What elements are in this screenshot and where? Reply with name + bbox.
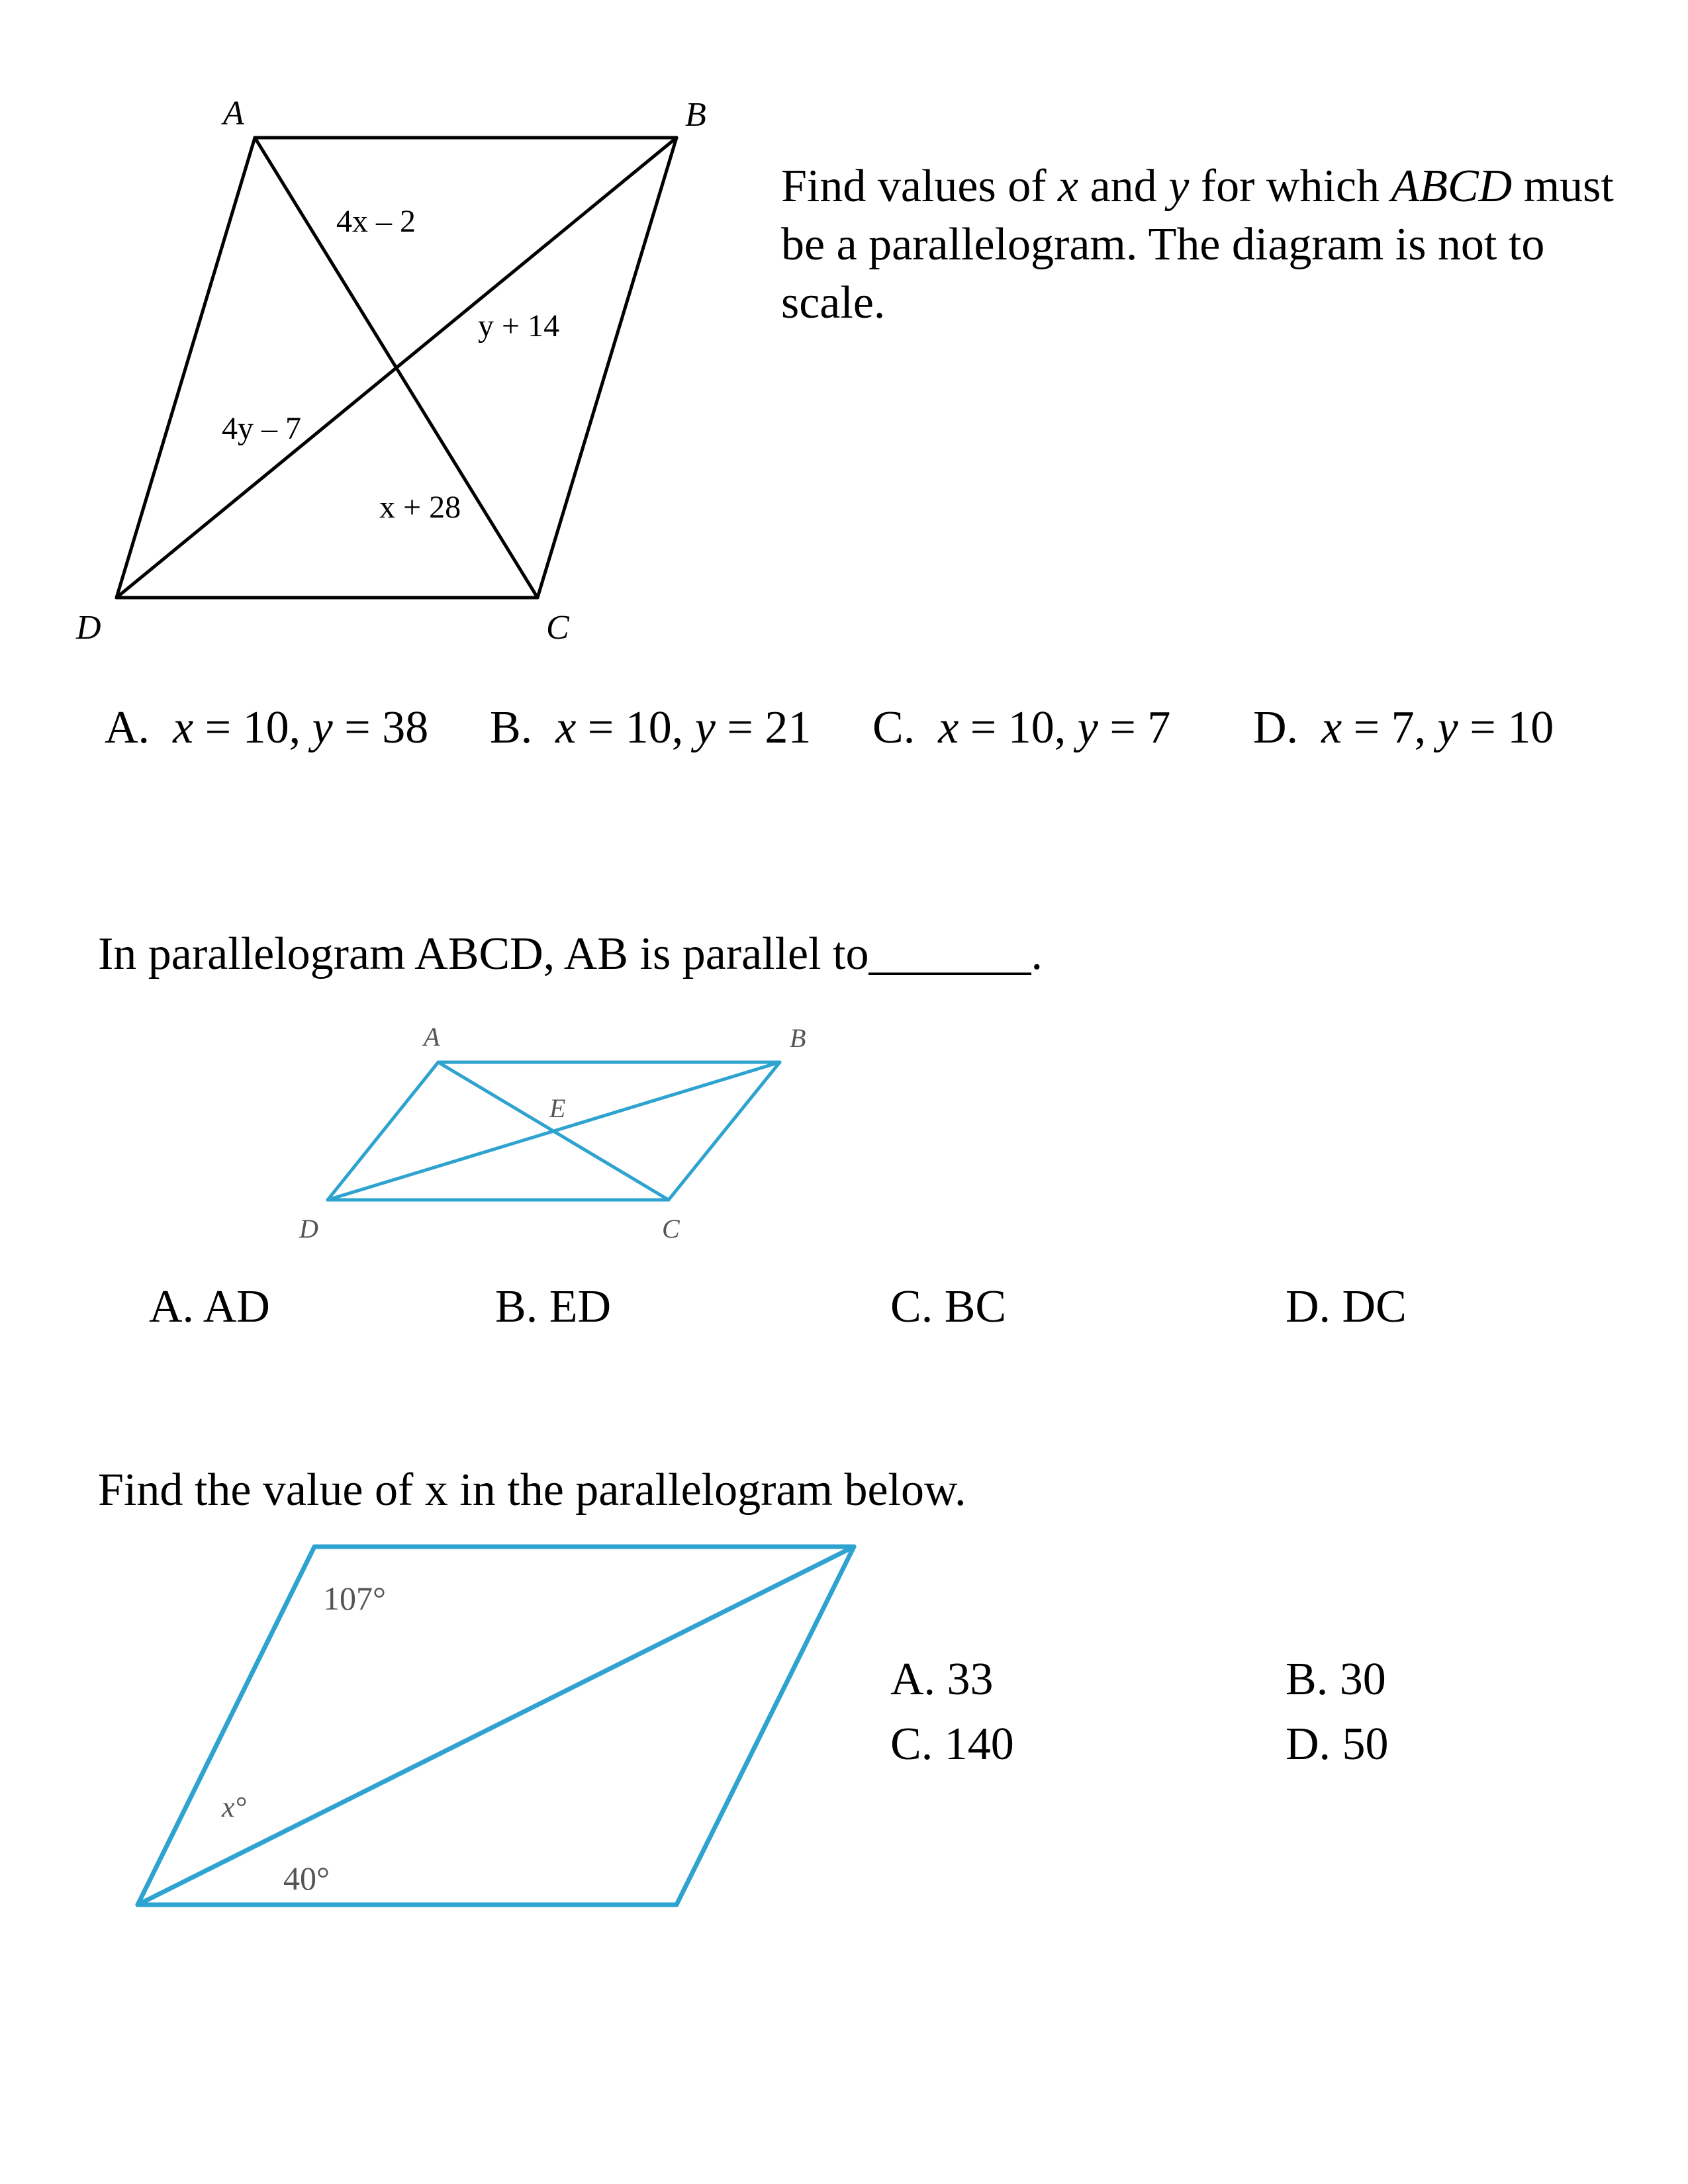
q1-prompt-part-4: must be a parallelogram. The diagram is not to scale. xyxy=(781,161,1614,328)
q1-label-x-28: x + 28 xyxy=(379,490,461,525)
q2-prompt: In parallelogram ABCD, AB is parallel to_______. xyxy=(98,929,1043,979)
q1-label-4y-7: 4y – 7 xyxy=(222,411,301,446)
q3-choice-b[interactable]: B. 30 xyxy=(1286,1654,1386,1705)
q1-prompt-part-3: for which xyxy=(1189,161,1391,212)
q1-figure xyxy=(66,86,768,655)
q1-choice-c-letter: C. xyxy=(872,702,915,753)
q3-side-left xyxy=(138,1547,314,1905)
q1-label-4x-2: 4x – 2 xyxy=(336,204,416,239)
q1-prompt-var-x: x xyxy=(1058,161,1079,212)
q3-angle-40: 40° xyxy=(283,1860,330,1897)
q1-prompt-var-abcd: ABCD xyxy=(1391,161,1513,212)
q2-choice-b[interactable]: B. ED xyxy=(495,1281,611,1332)
q1-choice-c-x: 10 xyxy=(1008,702,1055,753)
q2-vertex-e: E xyxy=(549,1093,566,1123)
q3-choice-c[interactable]: C. 140 xyxy=(890,1719,1014,1770)
q2-vertex-d: D xyxy=(299,1214,318,1244)
q2-diagonal-bd xyxy=(328,1062,780,1200)
q1-vertex-b: B xyxy=(685,96,706,134)
q2-vertex-c: C xyxy=(662,1214,680,1244)
q3-diagonal xyxy=(138,1547,854,1905)
q1-side-da xyxy=(117,138,255,598)
q3-figure xyxy=(119,1522,874,1933)
q3-angle-x: x° xyxy=(222,1791,247,1823)
q3-angle-107: 107° xyxy=(323,1580,386,1617)
q1-label-y-14: y + 14 xyxy=(478,308,560,343)
q1-vertex-a: A xyxy=(223,95,244,132)
q1-vertex-d: D xyxy=(76,609,101,647)
q1-choice-a-x: 10 xyxy=(242,702,289,753)
q1-choice-c-y: 7 xyxy=(1147,702,1171,753)
q2-side-da xyxy=(328,1062,438,1200)
q2-side-bc xyxy=(669,1062,780,1200)
q1-choice-b-y: 21 xyxy=(765,702,812,753)
q1-choice-a-letter: A. xyxy=(105,702,150,753)
q1-prompt-part-1: Find values of xyxy=(781,161,1058,212)
q1-choice-d-letter: D. xyxy=(1253,702,1299,753)
q1-choice-a-y: 38 xyxy=(382,702,429,753)
q2-choice-c[interactable]: C. BC xyxy=(890,1281,1007,1332)
q1-choice-b-letter: B. xyxy=(490,702,533,753)
q3-choice-a[interactable]: A. 33 xyxy=(890,1654,994,1705)
q1-choice-a[interactable]: A. x = 10, y = 38 xyxy=(105,702,429,753)
q1-choice-d-y: 10 xyxy=(1507,702,1554,753)
q1-side-bc xyxy=(538,138,677,598)
q1-vertex-c: C xyxy=(546,609,569,647)
q3-side-right xyxy=(677,1547,854,1905)
q1-choice-b[interactable]: B. x = 10, y = 21 xyxy=(490,702,812,753)
q1-choice-d[interactable]: D. x = 7, y = 10 xyxy=(1253,702,1554,753)
q1-choice-c[interactable]: C. x = 10, y = 7 xyxy=(872,702,1171,753)
q1-prompt-var-y: y xyxy=(1168,161,1190,212)
q3-choice-d[interactable]: D. 50 xyxy=(1286,1719,1389,1770)
q2-figure xyxy=(278,1013,874,1251)
q2-choice-d[interactable]: D. DC xyxy=(1286,1281,1407,1332)
q2-choice-a[interactable]: A. AD xyxy=(149,1281,270,1332)
q1-prompt-part-2: and xyxy=(1078,161,1169,212)
q1-prompt xyxy=(781,158,1615,332)
q2-vertex-a: A xyxy=(424,1022,440,1052)
q3-prompt: Find the value of x in the parallelogram below. xyxy=(98,1465,966,1516)
q1-choice-d-x: 7 xyxy=(1391,702,1415,753)
q2-vertex-b: B xyxy=(790,1023,806,1053)
q1-choice-b-x: 10 xyxy=(625,702,672,753)
